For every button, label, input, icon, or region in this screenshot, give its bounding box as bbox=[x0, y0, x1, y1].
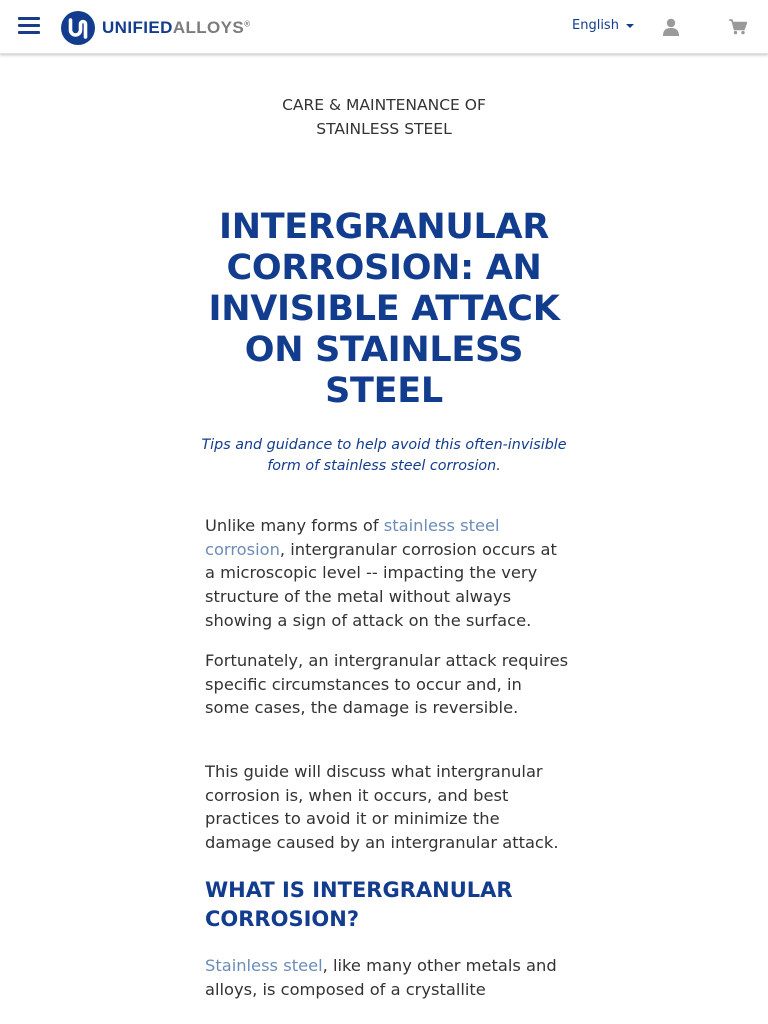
paragraph-text: , intergranular corrosion occurs at a microscopic level -- impacting the very structure of the metal without always showing a sign of attack on the surface. bbox=[205, 539, 557, 630]
title-line: INTERGRANULAR bbox=[219, 207, 549, 247]
paragraph-2: Fortunately, an intergranular attack requires specific circumstances to occur and, in some cases, the damage is reversible. bbox=[205, 651, 569, 718]
paragraph-text: Unlike many forms of bbox=[205, 516, 384, 535]
title-line: INVISIBLE ATTACK bbox=[208, 289, 560, 329]
kicker-line: STAINLESS STEEL bbox=[316, 120, 452, 138]
logo-mark-icon bbox=[60, 10, 96, 46]
page-title bbox=[192, 207, 576, 412]
site-header bbox=[0, 0, 768, 54]
heading-line: WHAT IS INTERGRANULAR bbox=[205, 878, 513, 902]
subtitle-line: form of stainless steel corrosion. bbox=[267, 458, 501, 474]
paragraph-text: , like many other metals and alloys, is composed of a crystallite bbox=[205, 956, 557, 999]
title-line: CORROSION: AN bbox=[226, 248, 542, 288]
paragraph-3: This guide will discuss what intergranular corrosion is, when it occurs, and best practices to avoid it or minimize the damage caused by an intergranular attack. bbox=[205, 762, 559, 853]
menu-icon[interactable] bbox=[18, 17, 40, 35]
stainless-steel-corrosion-link[interactable]: stainless steel corrosion bbox=[205, 516, 500, 559]
paragraph-4 bbox=[205, 954, 570, 1001]
heading-line: CORROSION? bbox=[205, 907, 360, 931]
intro-paragraph bbox=[205, 514, 570, 633]
subtitle-line: Tips and guidance to help avoid this often-invisible bbox=[201, 437, 567, 453]
language-label: English bbox=[572, 18, 619, 33]
title-line: STEEL bbox=[325, 371, 443, 411]
title-line: ON STAINLESS bbox=[244, 330, 524, 370]
user-icon[interactable] bbox=[662, 18, 680, 36]
logo-wordmark: UNIFIEDALLOYS® bbox=[102, 18, 251, 37]
stainless-steel-link[interactable]: Stainless steel bbox=[205, 956, 323, 975]
kicker-line: CARE & MAINTENANCE OF bbox=[282, 96, 486, 114]
section-kicker bbox=[234, 93, 534, 141]
page-subtitle bbox=[200, 435, 568, 477]
chevron-down-icon bbox=[626, 24, 634, 28]
site-logo[interactable] bbox=[60, 11, 250, 45]
cart-icon[interactable] bbox=[729, 19, 747, 35]
section-heading bbox=[205, 876, 555, 934]
language-selector[interactable] bbox=[572, 18, 634, 33]
